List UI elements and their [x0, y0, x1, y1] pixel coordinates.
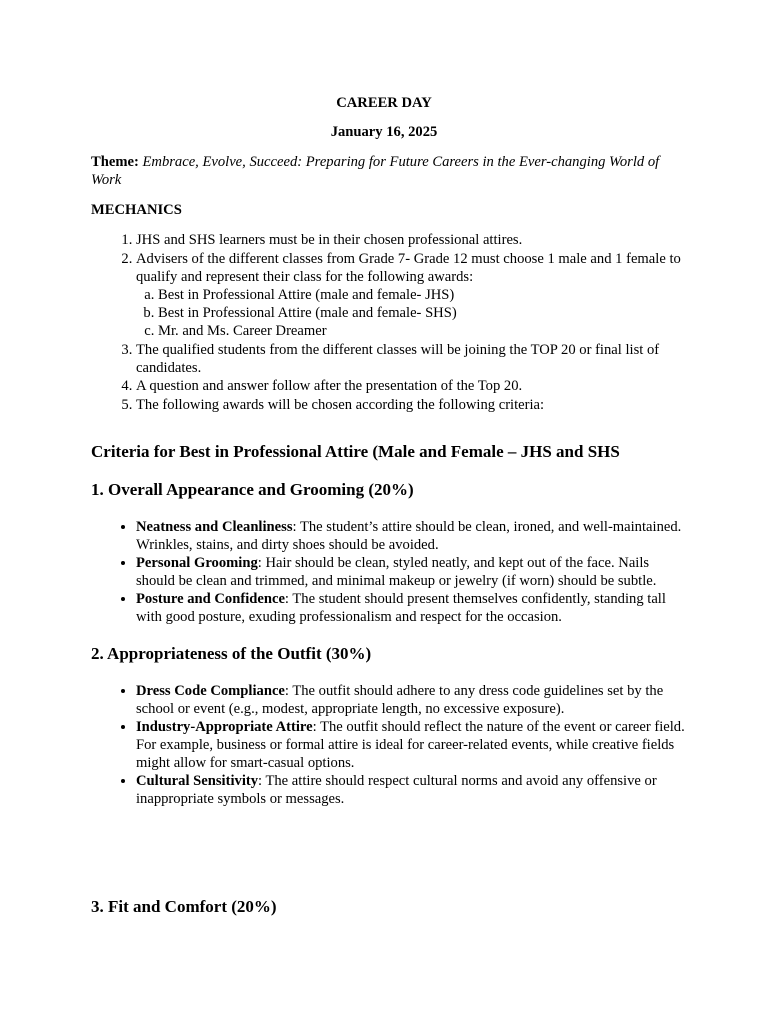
section-heading-2: 2. Appropriateness of the Outfit (30%)	[91, 644, 372, 663]
bullet-term: Posture and Confidence	[136, 591, 285, 607]
bullet-term: Industry-Appropriate Attire	[136, 719, 313, 735]
list-item	[136, 377, 691, 395]
list-item	[136, 341, 691, 377]
document-title: CAREER DAY	[336, 95, 432, 111]
mechanics-list	[91, 231, 691, 415]
theme-text: Embrace, Evolve, Succeed: Preparing for Future Careers in the Ever-changing World of Work	[91, 154, 660, 188]
bullet-text: : The attire should respect cultural norms and avoid any offensive or inappropriate symbols or messages.	[136, 773, 657, 807]
bullet-text: : The outfit should adhere to any dress code guidelines set by the school or event (e.g., modest, appropriate length, no excessive exposure).	[136, 683, 664, 717]
bullet-text: : The outfit should reflect the nature of the event or career field. For example, business or formal attire is ideal for career-related events, while creative fields might allow for smart-casual options.	[136, 719, 685, 771]
mechanics-item-text: The qualified students from the different classes will be joining the TOP 20 or final list of candidates.	[136, 341, 660, 376]
section-1-bullets	[91, 518, 691, 626]
list-item	[136, 396, 691, 414]
list-item	[136, 718, 691, 772]
bullet-text: : Hair should be clean, styled neatly, and kept out of the face. Nails should be clean and trimmed, and minimal makeup or jewelry (if worn) should be subtle.	[136, 555, 657, 589]
list-item: b. Best in Professional Attire (male and female- SHS)	[158, 304, 691, 322]
mechanics-item-text: Advisers of the different classes from Grade 7- Grade 12 must choose 1 male and 1 female to qualify and represent their class for the following awards:	[136, 250, 681, 285]
list-item	[136, 682, 691, 718]
mechanics-item-text: A question and answer follow after the presentation of the Top 20.	[136, 378, 523, 395]
criteria-heading: Criteria for Best in Professional Attire (Male and Female – JHS and SHS	[91, 442, 620, 461]
bullet-text: : The student’s attire should be clean, ironed, and well-maintained. Wrinkles, stains, and dirty shoes should be avoided.	[136, 519, 682, 553]
mechanics-item-text: JHS and SHS learners must be in their chosen professional attires.	[136, 232, 523, 248]
list-item	[136, 554, 691, 590]
theme-paragraph	[91, 153, 681, 189]
section-heading-1: 1. Overall Appearance and Grooming (20%)	[91, 480, 414, 499]
bullet-term: Cultural Sensitivity	[136, 773, 259, 789]
bullet-text: : The student should present themselves confidently, standing tall with good posture, exuding professionalism and respect for the occasion.	[136, 591, 666, 625]
list-item: a. Best in Professional Attire (male and female- JHS)	[158, 286, 691, 304]
awards-list	[136, 286, 691, 340]
bullet-term: Neatness and Cleanliness	[136, 519, 293, 535]
list-item	[136, 250, 691, 340]
mechanics-item-text: The following awards will be chosen according the following criteria:	[136, 397, 545, 414]
mechanics-heading: MECHANICS	[91, 202, 182, 218]
section-heading-3: 3. Fit and Comfort (20%)	[91, 897, 277, 916]
list-item	[136, 231, 691, 249]
bullet-term: Dress Code Compliance	[136, 683, 285, 699]
section-2-bullets	[91, 682, 691, 808]
list-item	[136, 772, 691, 808]
theme-label: Theme:	[91, 154, 139, 170]
event-date: January 16, 2025	[330, 124, 438, 140]
list-item	[136, 518, 691, 554]
list-item: c. Mr. and Ms. Career Dreamer	[158, 322, 691, 340]
list-item	[136, 590, 691, 626]
bullet-term: Personal Grooming	[136, 555, 258, 571]
